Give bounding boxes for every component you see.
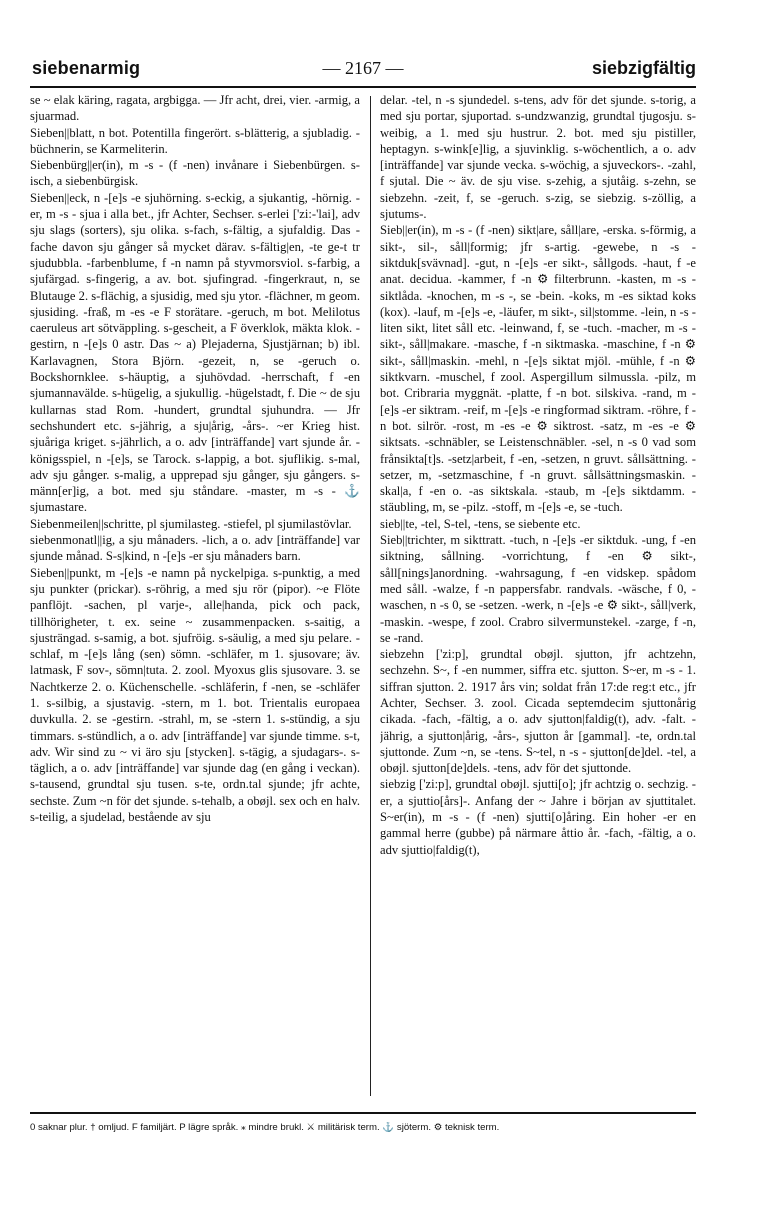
page-header: [30, 52, 696, 88]
left-column: [30, 92, 360, 1100]
entry-paragraph: Sieb||er(in), m -s - (f -nen) sikt|are, såll|are, -erska. s-förmig, a sikt-, sil-, såll|formig; jfr s-artig. -gewebe, n -s - siktduk[svävnad]. -gut, n -[e]s -er sikt-, sållgods. -haut, f -e anat. decidua. -kammer, f -n ⚙ filterbrunn. -kasten, m -s - siktlåda. -knochen, m -s -, se -bein. -koks, m -es siktad koks (kox). -lauf, m -[e]s -e, -läufer, m sikt-, sil|stomme. -lein, n -s - liten sikt, litet såll etc. -leinwand, f, se -tuch. -macher, m -s - sikt-, såll|makare. -masche, f -n siktmaska. -maschine, f -n ⚙ sikt-, såll|maskin. -mehl, n -[e]s siktat mjöl. -mühle, f -n ⚙ siktkvarn. -muschel, f zool. Aspergillum silmussla. -pilz, m bot. Cribraria myggnät. -platte, f -n bot. silskiva. -rand, m -[e]s -er siktram. -reif, m -[e]s -e ringformad siktram. -röhre, f -n bot. silrör. -rost, m -es -e ⚙ siktrost. -satz, m -es -e ⚙ siktsats. -schnäbler, se Leistenschnäbler. -sel, n -s 0 vad som frånsikta[t]s. -setz|arbeit, f -en, -setzen, n gruvt. sållsättning. -setzer, m, -setzmaschine, f -n gruvt. sållsättningsmaskin. -skal|a, f -en o. -as siktskala. -staub, m -[e]s siktdamm. -stäubling, m, se -pilz. -stoff, m -[e]s -e, se -tuch.: [380, 223, 696, 515]
right-column: [380, 92, 696, 1100]
header-right-guideword: siebzigfältig: [591, 58, 696, 78]
header-left-guideword: siebenarmig: [32, 58, 141, 78]
abbreviation-legend: 0 saknar plur. † omljud. F familjärt. P lägre språk. ⁎ mindre brukl. ⚔ militärisk term. ⚓ sjöterm. ⚙ teknisk term.: [30, 1122, 500, 1133]
entry-paragraph: Sieben||eck, n -[e]s -e sjuhörning. s-eckig, a sjukantig, -hörnig. -er, m -s - sjua i alla bet., jfr Achter, Sechser. s-erlei ['zi:-'lai], adv sju slags (sorters), sju olika. s-fach, s-fältig, a sjufaldig. Das -fache davon sju gånger så mycket därav. s-fältig|en, -te ge-t tr sjudubbla. -farbenblume, f -n namn på styvmorsviol. s-farbig, a sjufärgad. s-fingerig, a av. bot. sjufingrad. -fingerkraut, n, se Blutauge 2. s-flächig, a sjusidig, med sju ytor. -flächner, m geom. sjusiding. -fraß, m -es -e F storätare. -geruch, m bot. Melilotus caeruleus art sötväppling. s-gescheit, a F överklok, mäkta klok. -gestirn, n -[e]s 0 astr. Das ~ a) Plejaderna, Sjustjärnan; b) ibl. Karlavagnen, Stora Björn. -gezeit, n, se -geruch o. Bockshornklee. s-häuptig, a sjuhövdad. -herrschaft, f -en sjumannavälde. s-hügelig, a sjukullig. -hügelstadt, f. Die ~ de sju kullarnas stad Rom. -hundert, grundtal sjuhundra. — Jfr sechshundert etc. s-jährig, a sju|årig, -års-. ~er Krieg hist. sjuåriga kriget. s-jährlich, a o. adv [inträffande] vart sjunde år. -königsspiel, n -[e]s, se Tarock. s-lappig, a bot. sjuflikig. s-mal, adv sju gånger. s-malig, a upprepad sju gånger, sju gångers. s-männ[er]ig, a bot. med sju ståndare. -master, m -s - ⚓ sjumastare.: [30, 190, 360, 515]
entry-paragraph: siebzig ['zi:p], grundtal obøjl. sjutti[o]; jfr achtzig o. sechzig. -er, a sjuttio[års]-. Anfang der ~ Jahre i början av sjuttitalet. S~er(in), m -s - (f -nen) sjutti[o]åring. Ein hoher -er en gammal herre (gubbe) på närmare åttio år. -fach, -fältig, a o. adv sjuttio|faldig(t),: [380, 777, 696, 857]
entry-paragraph: Sieb||trichter, m sikttratt. -tuch, n -[e]s -er siktduk. -ung, f -en siktning, sållning. -vorrichtung, f -en ⚙ sikt-, såll[nings]anordning. -wahrsagung, f -en vidskep. spådom med såll. -walze, f -n pappersfabr. randvals. -wäsche, f 0, -waschen, n -s 0, se -setzen. -werk, n -[e]s -e ⚙ sikt-, såll|verk, -maskin. -wespe, f zool. Crabro silvermunstekel. -zarge, f -n, se -rand.: [380, 533, 696, 645]
page-number: — 2167 —: [322, 58, 404, 78]
entry-paragraph: siebenmonatl||ig, a sju månaders. -lich, a o. adv [inträffande] var sjunde månad. S-s|kind, n -[e]s -er sju månaders barn.: [30, 533, 360, 564]
entry-paragraph: Siebenmeilen||schritte, pl sjumilasteg. -stiefel, pl sjumilastövlar.: [30, 516, 352, 531]
entry-paragraph: siebzehn ['zi:p], grundtal obøjl. sjutton, jfr achtzehn, sechzehn. S~, f -en nummer, siffra etc. sjutton. S~er, m -s - 1. siffran sjutton. 2. 1917 års vin; soldat från 17:de reg:t etc., jfr Achter, Sechser. 3. zool. Cicada septemdecim sjuttonårig cikada. -fach, -fältig, a o. adv sjutton|faldig(t), adv. -falt. -jährig, a sjutton|årig, -års-, sjutton år [gammal]. -te, ordn.tal sjuttonde. Zum ~n, se -tens. S~tel, n -s - sjutton[de]del. -tel, a obøjl. sjutton[de]dels. -tens, adv för det sjuttonde.: [380, 647, 696, 776]
footer-rule: [30, 1112, 696, 1114]
entry-paragraph: delar. -tel, n -s sjundedel. s-tens, adv för det sjunde. s-torig, a med sju portar, sjuportad. s-undzwanzig, grundtal tjugosju. s-weibig, a 1. med sju hustrur. 2. bot. med sju pistiller, heptagyn. s-wink[e]lig, a sjuvinklig. s-wöchentlich, a o. adv [inträffande] var sjunde vecka. s-wöchig, a sjuveckors-. -zahl, f sjutal. Die ~ äv. de sju vise. s-zehig, a sjutåig. s-zehn, se siebzehn. -zeit, f, se -geruch. s-zig, se siebzig. s-zöllig, a sjutums-.: [380, 93, 696, 222]
column-divider: [370, 96, 371, 1096]
entry-paragraph: sieb||te, -tel, S-tel, -tens, se siebente etc.: [380, 516, 581, 531]
entry-paragraph: Sieben||blatt, n bot. Potentilla fingerört. s-blätterig, a sjubladig. -büchnerin, se Karmeliterin.: [30, 125, 360, 156]
entry-paragraph: Sieben||punkt, m -[e]s -e namn på nyckelpiga. s-punktig, a med sju punkter (prickar). s-röhrig, a med sju rör (pipor). ~e Flöte panflöjt. -sachen, pl varje-, alle|handa, pick och pack, tillhörigheter, t. ex. seine ~ zusammenpacken. s-saitig, a sjusträngad. s-samig, a bot. sjufröig. s-säulig, a med sju pelare. -schlaf, m -[e]s lång (sen) sömn. -schläfer, m 1. sjusovare; äv. latmask, F sov-, sömn|tuta. 2. zool. Myoxus glis sjusovare. 3. se Nachtkerze 2. o. Küchenschelle. -schläferin, f -nen, se -schläfer 1. s-silbig, a sjustavig. -stern, m 1. bot. Trientalis europaea duvkulla. 2. se -gestirn. -strahl, m, se -stern 1. s-stündig, a sju timmars. s-stündlich, a o. adv [inträffande] var sjunde timme. s-t, adv. Wir sind zu ~ vi äro sju [stycken]. s-tägig, a sjudagars-. s-täglich, a o. adv [inträffande] var sjunde dag (en gång i veckan). s-tausend, grundtal sju tusen. s-te, ordn.tal sjunde; jfr achte, sechste. Zum ~n för det sjunde. s-tehalb, a obøjl. sex och en halv. s-teilig, a sjudelad, bestående av sju: [30, 565, 360, 825]
entry-paragraph: Siebenbürg||er(in), m -s - (f -nen) invånare i Siebenbürgen. s-isch, a siebenbürgisk.: [30, 158, 360, 189]
entry-paragraph: se ~ elak käring, ragata, argbigga. — Jfr acht, drei, vier. -armig, a sjuarmad.: [30, 93, 360, 124]
